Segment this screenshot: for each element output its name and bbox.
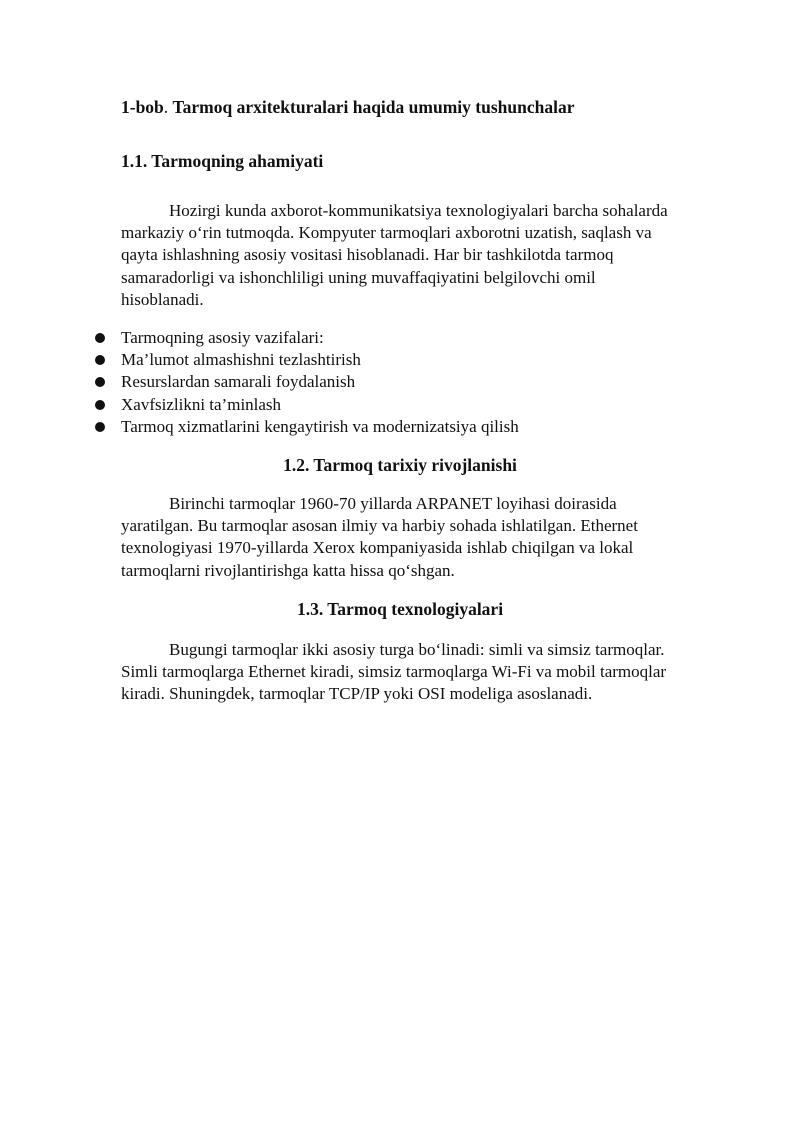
list-item-text: Tarmoqning asosiy vazifalari:	[121, 328, 324, 347]
section-1-2-paragraph-text: Birinchi tarmoqlar 1960-70 yillarda ARPANET loyihasi doirasida yaratilgan. Bu tarmoqlar asosan ilmiy va harbiy sohada ishlatilgan. Ethernet texnologiyasi 1970-yillarda Xerox kompaniyasida ishlab chiqilgan va lokal tarmoqlarni rivojlantirishga katta hissa qo‘shgan.	[121, 494, 638, 580]
section-heading-1-2: 1.2. Tarmoq tarixiy rivojlanishi	[283, 455, 517, 475]
bullet-icon	[95, 422, 105, 432]
list-item	[95, 349, 519, 371]
bullet-list	[95, 327, 519, 438]
bullet-icon	[95, 377, 105, 387]
section-1-1-paragraph	[121, 200, 681, 311]
list-item	[95, 416, 519, 438]
bullet-icon	[95, 355, 105, 365]
section-1-3-paragraph-text: Bugungi tarmoqlar ikki asosiy turga bo‘linadi: simli va simsiz tarmoqlar. Simli tarmoqlarga Ethernet kiradi, simsiz tarmoqlarga Wi-Fi va mobil tarmoqlar kiradi. Shuningdek, tarmoqlar TCP/IP yoki OSI modeliga asoslanadi.	[121, 640, 667, 704]
list-item	[95, 327, 519, 349]
list-item-text: Resurslardan samarali foydalanish	[121, 372, 356, 392]
chapter-number: 1-bob	[121, 97, 164, 117]
list-item	[95, 394, 519, 416]
chapter-title-text: Tarmoq arxitekturalari haqida umumiy tushunchalar	[172, 97, 575, 117]
section-heading-1-3: 1.3. Tarmoq texnologiyalari	[296, 599, 504, 619]
chapter-title	[121, 97, 574, 118]
bullet-icon	[95, 333, 105, 343]
section-1-2-paragraph	[121, 493, 681, 582]
list-item-text: Ma’lumot almashishni tezlashtirish	[121, 350, 361, 370]
section-heading-1-1: 1.1. Tarmoqning ahamiyati	[121, 151, 324, 171]
bullet-icon	[95, 400, 105, 410]
chapter-separator: .	[163, 97, 173, 117]
list-item-text: Xavfsizlikni ta’minlash	[121, 394, 282, 414]
section-1-3-paragraph	[121, 639, 681, 706]
list-item	[95, 371, 519, 393]
section-1-1-paragraph-text: Hozirgi kunda axborot-kommunikatsiya texnologiyalari barcha sohalarda markaziy o‘rin tutmoqda. Kompyuter tarmoqlari axborotni uzatish, saqlash va qayta ishlashning asosiy vositasi hisoblanadi. Har bir tashkilotda tarmoq samaradorligi va ishonchliligi uning muvaffaqiyatini belgilovchi omil hisoblanadi.	[121, 201, 668, 309]
list-item-text: Tarmoq xizmatlarini kengaytirish va modernizatsiya qilish	[121, 416, 519, 436]
